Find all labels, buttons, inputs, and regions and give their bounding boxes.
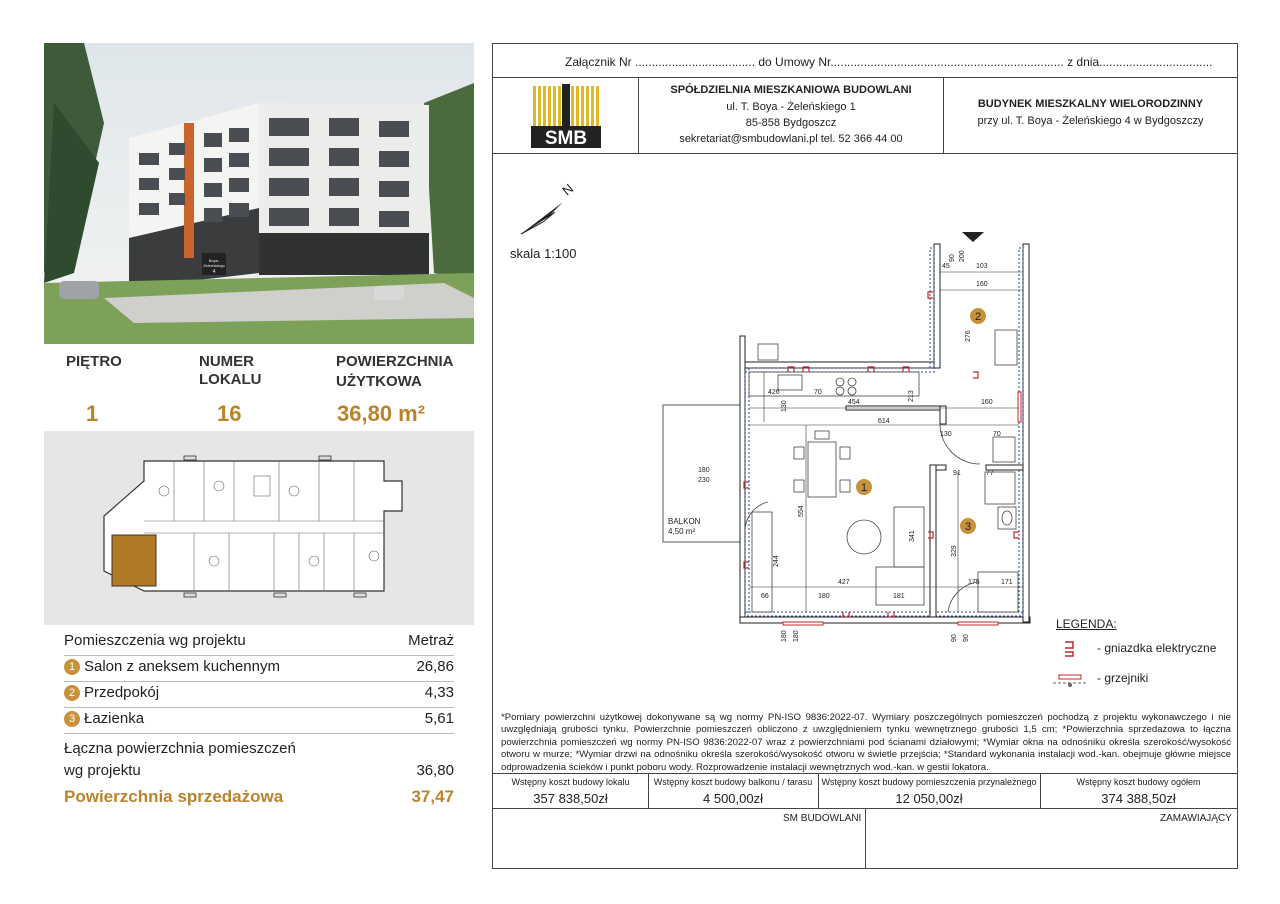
scale-label: skala 1:100 [510, 246, 577, 261]
legend-title: LEGENDA: [1056, 617, 1117, 631]
rooms-header-row [64, 629, 454, 653]
area-value: 36,80 m² [337, 401, 426, 426]
room-name: Przedpokój [84, 684, 160, 701]
floor-label: PIĘTRO [66, 353, 122, 370]
dim-label: 341 [909, 530, 916, 542]
dim-label: 180 [793, 630, 800, 642]
total-label-2: wg projektu [64, 762, 141, 779]
cost-value: 374 388,50zł [1101, 791, 1176, 806]
floor-plan [658, 232, 1038, 642]
dim-label: 244 [773, 555, 780, 567]
dim-label: 276 [965, 330, 972, 342]
dim-label: 171 [1001, 579, 1013, 586]
dim-label: 160 [976, 281, 988, 288]
north-label: N [559, 182, 577, 199]
legend-socket: - gniazdka elektryczne [1097, 641, 1217, 655]
dim-label: 90 [949, 254, 956, 262]
coop-contact: sekretariat@smbudowlani.pl tel. 52 366 44 00 [679, 133, 903, 145]
dim-label: 160 [981, 399, 993, 406]
floor-value: 1 [86, 401, 99, 426]
svg-text:Żeleńskiego: Żeleńskiego [203, 263, 225, 268]
unit-label-1: NUMER [199, 353, 254, 370]
radiator-icon [1053, 671, 1087, 689]
room-marker-3: 3 [964, 521, 972, 533]
dim-label: 66 [761, 593, 769, 600]
area-label-2: UŻYTKOWA [336, 373, 422, 390]
coop-name: SPÓŁDZIELNIA MIESZKANIOWA BUDOWLANI [670, 84, 912, 96]
dim-label: 91 [953, 470, 961, 477]
dim-label: 103 [976, 263, 988, 270]
cost-label: Wstępny koszt budowy ogółem [1076, 777, 1201, 787]
room-number-badge: 3 [64, 711, 80, 727]
room-marker-2: 2 [974, 311, 982, 323]
room-number-badge: 1 [64, 659, 80, 675]
plan-sheet [492, 43, 1238, 869]
dim-label: 554 [798, 505, 805, 517]
building-sign: Boya- [208, 258, 220, 263]
sign-right: ZAMAWIAJĄCY [1160, 813, 1232, 824]
room-name: Łazienka [84, 710, 145, 727]
sales-label: Powierzchnia sprzedażowa [64, 787, 284, 806]
rooms-header: Pomieszczenia wg projektu [64, 632, 246, 649]
total-value: 36,80 [416, 762, 454, 779]
dim-label: 230 [698, 477, 710, 484]
left-panel [44, 43, 474, 868]
balcony-label: BALKON [668, 517, 701, 526]
smb-logo [531, 82, 601, 148]
dim-label: 130 [940, 431, 952, 438]
unit-value: 16 [217, 401, 242, 426]
room-row [64, 655, 454, 679]
dim-label: 90 [951, 634, 958, 642]
dim-label: 130 [781, 400, 788, 412]
rooms-table [44, 625, 474, 868]
room-area: 26,86 [416, 658, 454, 675]
room-number-badge: 2 [64, 685, 80, 701]
dim-label: 426 [768, 389, 780, 396]
dim-label: 70 [814, 389, 822, 396]
unit-label-2: LOKALU [199, 371, 262, 388]
room-area: 4,33 [424, 684, 454, 701]
room-row [64, 681, 454, 705]
cost-label: Wstępny koszt budowy pomieszczenia przynależnego [821, 777, 1037, 787]
dim-label: 70 [993, 431, 1001, 438]
room-marker-1: 1 [860, 482, 868, 494]
dim-label: 329 [951, 545, 958, 557]
dim-label: 180 [781, 630, 788, 642]
sales-row [64, 785, 454, 809]
total-row [64, 759, 454, 783]
dim-label: 175 [968, 579, 980, 586]
building-title: BUDYNEK MIESZKALNY WIELORODZINNY [977, 98, 1204, 110]
building-render-image [44, 43, 474, 344]
legend-radiator: - grzejniki [1097, 671, 1149, 685]
floor-key-plan [44, 431, 474, 625]
north-arrow-icon [519, 182, 579, 237]
dim-label: 213 [908, 390, 915, 402]
sales-value: 37,47 [411, 787, 454, 806]
room-area: 5,61 [424, 710, 454, 727]
dim-label: 77 [986, 470, 994, 477]
coop-street: ul. T. Boya - Żeleńskiego 1 [726, 101, 856, 113]
cost-value: 357 838,50zł [533, 791, 608, 806]
dim-label: 454 [848, 399, 860, 406]
dim-label: 180 [698, 467, 710, 474]
area-header: Metraż [408, 632, 454, 649]
balcony-area: 4,50 m² [668, 527, 696, 536]
svg-text:4: 4 [212, 269, 216, 275]
cost-label: Wstępny koszt budowy lokalu [511, 777, 630, 787]
dim-label: 427 [838, 579, 850, 586]
total-label-1: Łączna powierzchnia pomieszczeń [64, 740, 296, 757]
annex-line: Załącznik Nr .................................... do Umowy Nr...................................................................... z dnia.................................. [565, 55, 1213, 69]
area-label-1: POWIERZCHNIA [336, 353, 454, 370]
cost-value: 12 050,00zł [895, 791, 963, 806]
footnote: *Pomiary powierzchni użytkowej dokonywane są wg normy PN-ISO 9836:2022-07. Wymiary poszczególnych pomieszczeń pochodzą z projektu wykonawczego i nie uwzględniają grubości tynku. Powierzchnie pomieszczeń obliczono z uwzględnieniem tynku wewnętrznego grubości 1,5 cm; *Powierzchnia sprzedażowa to łączna powierzchnia pomieszczeń wg normy PN-ISO 9836:2022-07 wraz z powierzchniami pod ścianami działowymi; *Wymiar okna na odnośniku określa szerokość/wysokość otworu w murze; *Wymiar drzwi na odnośniku określa szerokość/wysokość otworu w świetle przejścia; *Standard wykonania instalacji wod.-kan. obejmuje główne miejsce odprowadzenia ścieków i punkt poboru wody. Rozprowadzenie instalacji wewnętrznych wod.-kan. w gestii lokatora. [501, 712, 1231, 773]
dim-label: 614 [878, 418, 890, 425]
room-name: Salon z aneksem kuchennym [84, 658, 280, 675]
dim-label: 181 [893, 593, 905, 600]
room-row [64, 707, 454, 731]
dim-label: 180 [818, 593, 830, 600]
logo-text: SMB [544, 128, 588, 148]
cost-label: Wstępny koszt budowy balkonu / tarasu [653, 777, 813, 787]
dim-label: 45 [942, 263, 950, 270]
cost-value: 4 500,00zł [703, 791, 763, 806]
socket-icon [1063, 640, 1077, 658]
dim-label: 90 [963, 634, 970, 642]
sign-left: SM BUDOWLANI [783, 813, 862, 824]
dim-label: 200 [959, 250, 966, 262]
coop-city: 85-858 Bydgoszcz [745, 117, 837, 129]
building-address: przy ul. T. Boya - Żeleńskiego 4 w Bydgoszczy [977, 115, 1204, 127]
